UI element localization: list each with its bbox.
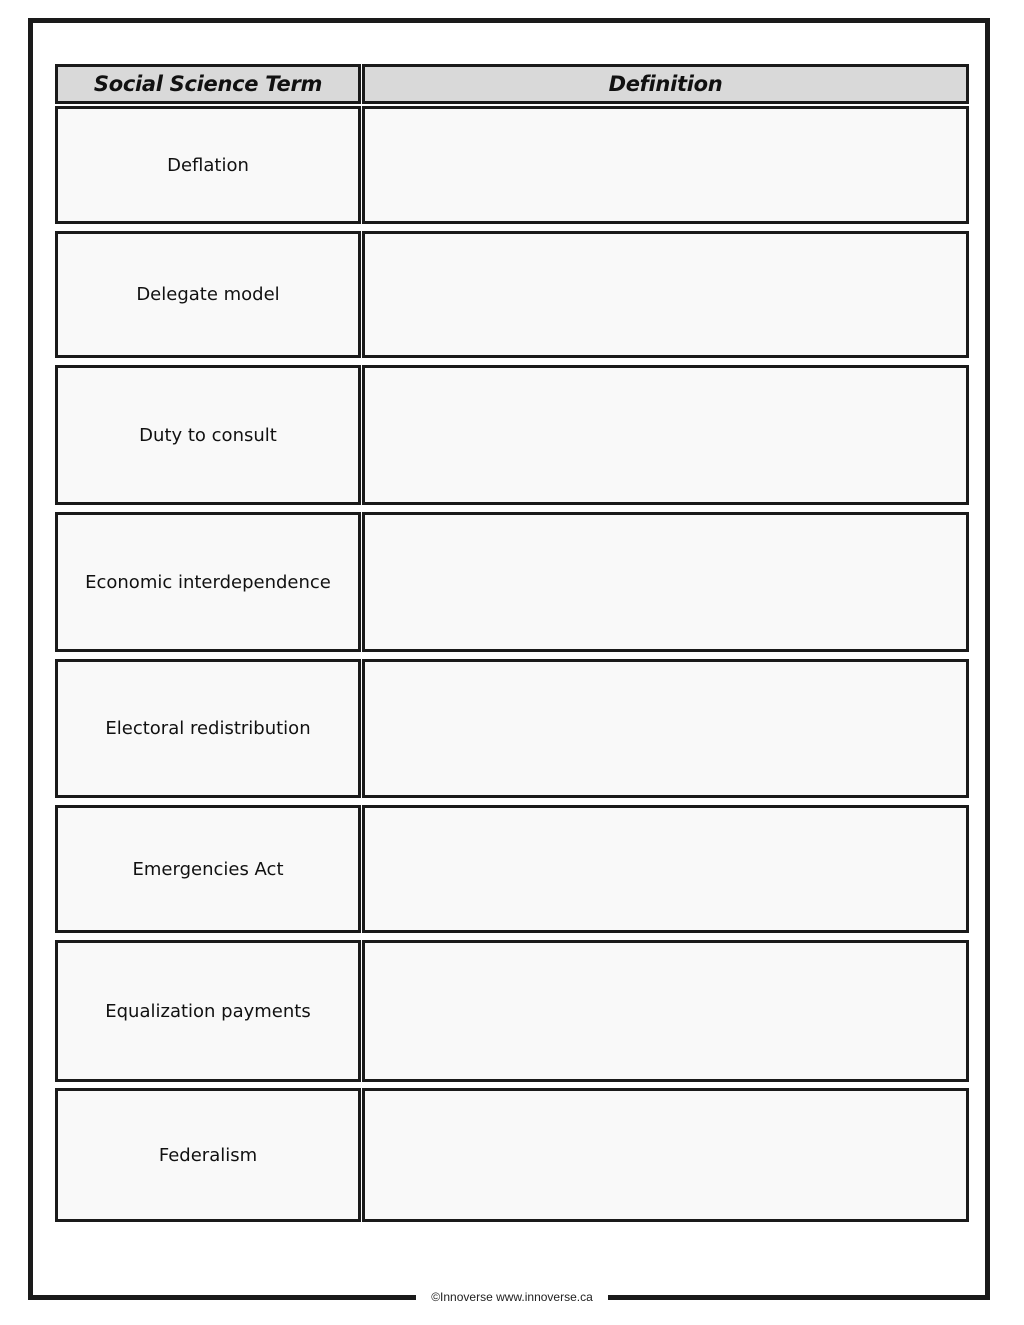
term-cell: Deflation bbox=[55, 106, 361, 224]
term-cell: Duty to consult bbox=[55, 365, 361, 505]
definition-cell[interactable] bbox=[362, 940, 969, 1082]
term-cell: Federalism bbox=[55, 1088, 361, 1222]
footer-credit: ©Innoverse www.innoverse.ca bbox=[431, 1290, 593, 1304]
footer bbox=[416, 1287, 608, 1307]
definition-cell[interactable] bbox=[362, 659, 969, 798]
header-term: Social Science Term bbox=[55, 64, 361, 104]
term-cell: Equalization payments bbox=[55, 940, 361, 1082]
definition-cell[interactable] bbox=[362, 805, 969, 933]
header-definition: Definition bbox=[362, 64, 969, 104]
definition-cell[interactable] bbox=[362, 106, 969, 224]
term-cell: Emergencies Act bbox=[55, 805, 361, 933]
definition-cell[interactable] bbox=[362, 231, 969, 358]
definition-cell[interactable] bbox=[362, 1088, 969, 1222]
definition-cell[interactable] bbox=[362, 512, 969, 652]
term-cell: Delegate model bbox=[55, 231, 361, 358]
definition-cell[interactable] bbox=[362, 365, 969, 505]
term-cell: Economic interdependence bbox=[55, 512, 361, 652]
term-cell: Electoral redistribution bbox=[55, 659, 361, 798]
